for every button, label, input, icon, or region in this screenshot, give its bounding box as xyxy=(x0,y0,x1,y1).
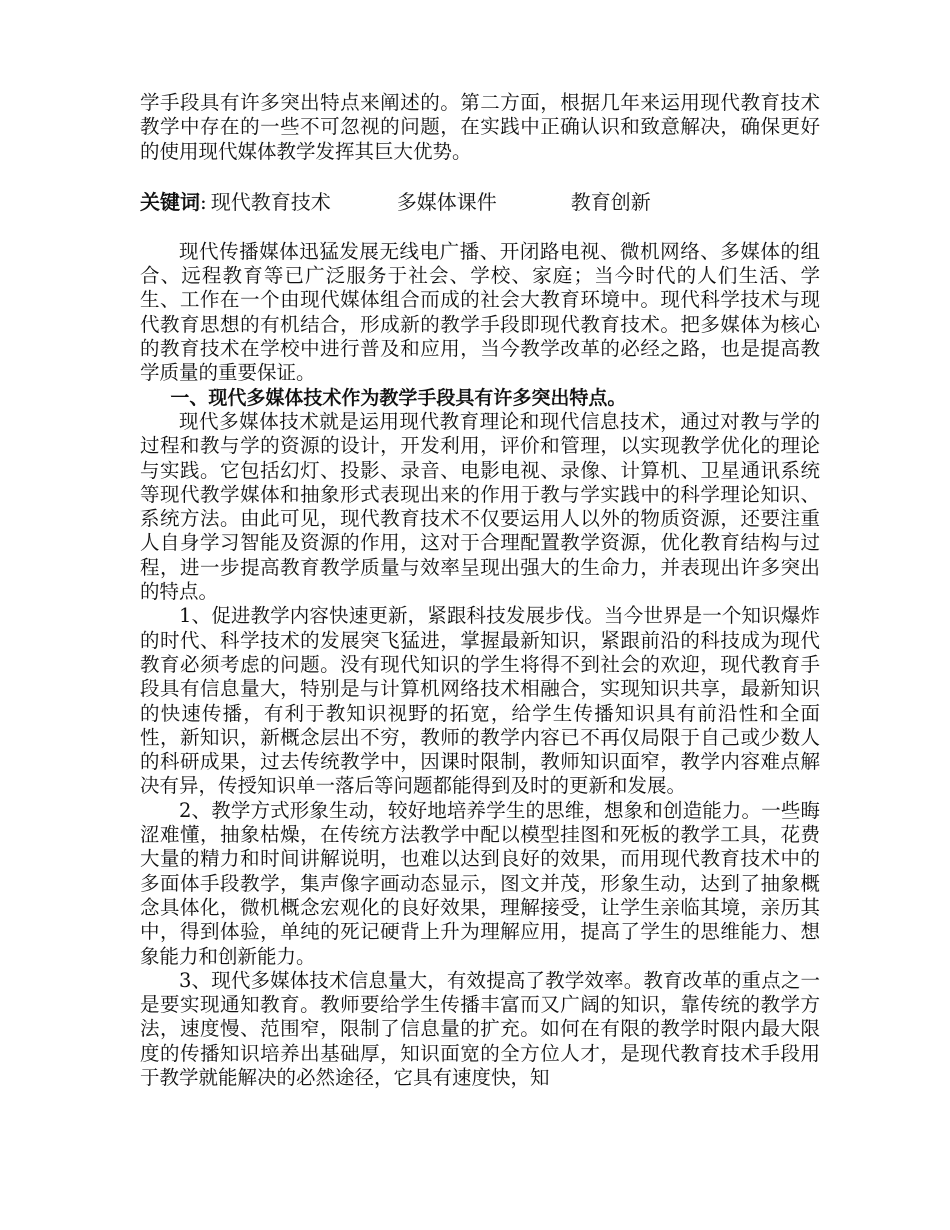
point-1-paragraph: 1、促进教学内容快速更新，紧跟科技发展步伐。当今世界是一个知识爆炸的时代、科学技术的发展突飞猛进，掌握最新知识，紧跟前沿的科技成为现代教育必须考虑的问题。没有现代知识的学生将得不到社会的欢迎，现代教育手段具有信息量大，特别是与计算机网络技术相融合，实现知识共享，最新知识的快速传播，有利于教知识视野的拓宽，给学生传播知识具有前沿性和全面性，新知识，新概念层出不穷，教师的教学内容已不再仅局限于自己或少数人的科研成果，过去传统教学中，因课时限制，教师知识面窄，教学内容难点解决有异，传授知识单一落后等问题都能得到及时的更新和发展。 xyxy=(140,604,820,798)
abstract-tail-paragraph: 学手段具有许多突出特点来阐述的。第二方面，根据几年来运用现代教育技术教学中存在的一些不可忽视的问题，在实践中正确认识和致意解决，确保更好的使用现代媒体教学发挥其巨大优势。 xyxy=(140,91,820,163)
point-3-paragraph: 3、现代多媒体技术信息量大，有效提高了教学效率。教育改革的重点之一是要实现通知教育。教师要给学生传播丰富而又广阔的知识，靠传统的教学方法，速度慢、范围窄，限制了信息量的扩充。如何在有限的教学时限内最大限度的传播知识培养出基础厚，知识面宽的全方位人才，是现代教育技术手段用于教学就能解决的必然途径，它具有速度快，知 xyxy=(140,968,820,1089)
keywords-line xyxy=(140,190,820,214)
keywords-label: 关键词 xyxy=(140,189,200,214)
keyword-item: 多媒体课件 xyxy=(396,189,497,214)
section-heading: 一、现代多媒体技术作为教学手段具有许多突出特点。 xyxy=(170,386,627,409)
point-2-paragraph: 2、教学方式形象生动，较好地培养学生的思维，想象和创造能力。一些晦涩难懂，抽象枯燥，在传统方法教学中配以模型挂图和死板的教学工具，花费大量的精力和时间讲解说明，也难以达到良好的效果，而用现代教育技术中的多面体手段教学，集声像字画动态显示，图文并茂，形象生动，达到了抽象概念具体化，微机概念宏观化的良好效果，理解接受，让学生亲临其境，亲历其中，得到体验，单纯的死记硬背上升为理解应用，提高了学生的思维能力、想象能力和创新能力。 xyxy=(140,798,820,968)
intro-paragraph: 现代传播媒体迅猛发展无线电广播、开闭路电视、微机网络、多媒体的组合、远程教育等已广泛服务于社会、学校、家庭；当今时代的人们生活、学生、工作在一个由现代媒体组合而成的社会大教育环境中。现代科学技术与现代教育思想的有机结合，形成新的教学手段即现代教育技术。把多媒体为核心的教育技术在学校中进行普及和应用，当今教学改革的必经之路，也是提高教学质量的重要保证。 xyxy=(140,239,820,385)
document-page xyxy=(140,91,820,1090)
keyword-item: 现代教育技术 xyxy=(210,189,331,214)
section-intro-paragraph: 现代多媒体技术就是运用现代教育理论和现代信息技术，通过对教与学的过程和教与学的资源的设计，开发利用，评价和管理，以实现教学优化的理论与实践。它包括幻灯、投影、录音、电影电视、录像、计算机、卫星通讯系统等现代教学媒体和抽象形式表现出来的作用于教与学实践中的科学理论知识、系统方法。由此可见，现代教育技术不仅要运用人以外的物质资源，还要注重人自身学习智能及资源的作用，这对于合理配置教学资源，优化教育结构与过程，进一步提高教育教学质量与效率呈现出强大的生命力，并表现出许多突出的特点。 xyxy=(140,409,820,604)
keyword-item: 教育创新 xyxy=(570,189,651,214)
keywords-separator: : xyxy=(200,189,207,214)
